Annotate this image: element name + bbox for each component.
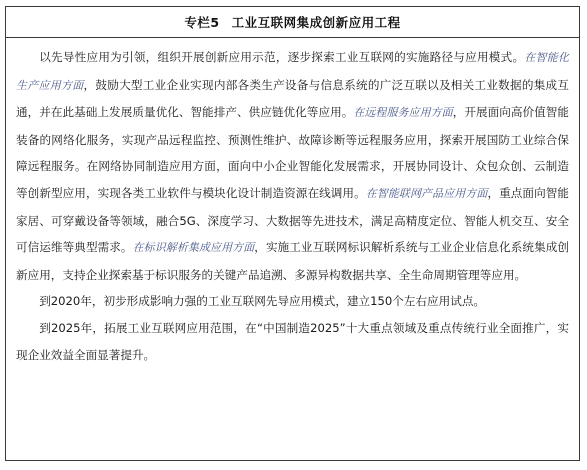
text-segment: 到2020年，初步形成影响力强的工业互联网先导应用模式，建立150个左右应用试点。 xyxy=(39,294,486,309)
lead-phrase: 在智能化生产应用方面 xyxy=(16,51,569,92)
column-content xyxy=(6,38,579,368)
column-title: 工业互联网集成创新应用工程 xyxy=(231,15,401,30)
text-segment: 以先导性应用为引领，组织开展创新应用示范，逐步探索工业互联网的实施路径与应用模式。 xyxy=(39,50,525,64)
column-box xyxy=(5,6,580,461)
lead-phrase: 在远程服务应用方面 xyxy=(353,106,453,120)
text-segment: 到2025年，拓展工业互联网应用范围，在“中国制造2025”十大重点领域及重点传统行业全面推广，实现企业效益全面显著提升。 xyxy=(16,320,569,362)
text-segment: ，实施工业互联网标识解析系统与工业企业信息化系统集成创新应用，支持企业探索基于标识服务的关键产品追溯、多源异构数据共享、全生命周期管理等应用。 xyxy=(16,240,569,282)
text-segment: ，重点面向智能家居、可穿戴设备等领域，融合5G、深度学习、大数据等先进技术，满足高精度定位、智能人机交互、安全可信运维等典型需求。 xyxy=(16,185,569,255)
lead-phrase: 在标识解析集成应用方面 xyxy=(132,241,255,255)
lead-phrase: 在智能联网产品应用方面 xyxy=(365,186,488,200)
paragraph-2020 xyxy=(16,288,569,315)
paragraph-2025 xyxy=(16,315,569,368)
paragraph-main xyxy=(16,44,569,288)
column-number: 专栏5 xyxy=(184,15,220,30)
text-segment: ，开展面向高价值智能装备的网络化服务，实现产品远程监控、预测性维护、故障诊断等远程服务应用，探索开展国防工业综合保障远程服务。在网络协同制造应用方面，面向中小企业智能化发展需求，开展协同设计、众包众创、云制造等创新型应用，实现各类工业软件与模块化设计制造资源在线调用。 xyxy=(16,105,569,200)
column-title-bar xyxy=(6,7,579,38)
text-segment: ，鼓励大型工业企业实现内部各类生产设备与信息系统的广泛互联以及相关工业数据的集成互通，并在此基础上发展质量优化、智能排产、供应链优化等应用。 xyxy=(16,77,570,120)
